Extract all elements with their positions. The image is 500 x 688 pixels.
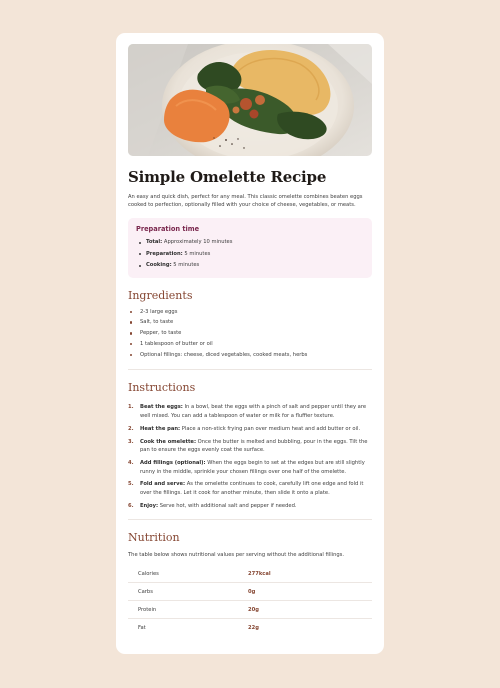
table-row	[128, 601, 372, 619]
nutrition-note: The table below shows nutritional values per serving without the additional fillings.	[128, 552, 345, 559]
step-label: Add fillings (optional):	[140, 460, 206, 467]
list-item	[128, 480, 372, 497]
prep-text: 5 minutes	[182, 250, 211, 257]
step-text: As the omelette continues to cook, carefully lift one edge and fold it over the fillings. Let it cook for another minute, then slide it onto a plate.	[140, 481, 364, 496]
step-number: 1.	[128, 404, 134, 411]
step-label: Heat the pan:	[140, 425, 181, 432]
recipe-intro: An easy and quick dish, perfect for any meal. This classic omelette combines beaten eggs cooked to perfection, optionally filled with your choice of cheese, vegetables, or meats.	[128, 194, 363, 208]
step-number: 5.	[128, 481, 134, 488]
recipe-title: Simple Omelette Recipe	[128, 168, 327, 186]
list-item: 1 tablespoon of butter or oil	[128, 339, 372, 350]
list-item	[128, 502, 372, 511]
nutrition-table	[128, 565, 372, 636]
step-text: Once the butter is melted and bubbling, pour in the eggs. Tilt the pan to ensure the eggs evenly coat the surface.	[140, 438, 368, 454]
list-item: Salt, to taste	[128, 317, 372, 328]
prep-label: Total:	[146, 239, 163, 245]
table-row	[128, 583, 372, 601]
list-item	[128, 459, 372, 476]
step-number: 3.	[128, 438, 134, 445]
instructions-list	[128, 403, 372, 510]
list-item	[128, 438, 372, 455]
list-item: Optional fillings: cheese, diced vegetables, cooked meats, herbs	[128, 350, 372, 361]
list-item	[128, 425, 372, 434]
step-number: 4.	[128, 460, 134, 467]
divider	[128, 369, 372, 370]
preparation-box	[128, 218, 372, 278]
nutrient-name: Fat	[138, 624, 146, 631]
recipe-card	[116, 33, 384, 654]
instructions-heading: Instructions	[128, 381, 196, 395]
step-label: Enjoy:	[140, 502, 159, 509]
list-item	[136, 237, 364, 249]
step-label: Beat the eggs:	[140, 404, 183, 411]
step-text: Serve hot, with additional salt and pepper if needed.	[158, 502, 297, 509]
ingredients-list	[128, 307, 372, 361]
nutrient-value: 20g	[248, 601, 372, 619]
nutrient-name: Protein	[128, 601, 248, 619]
nutrient-value: 22g	[248, 624, 259, 631]
nutrient-name: Calories	[128, 565, 248, 583]
table-row	[128, 565, 372, 583]
list-item	[128, 403, 372, 420]
divider	[128, 519, 372, 520]
prep-text: 5 minutes	[171, 262, 200, 268]
instructions-section	[128, 381, 372, 510]
step-text: Place a non-stick frying pan over medium heat and add butter or oil.	[180, 425, 361, 432]
ingredients-heading: Ingredients	[128, 288, 193, 302]
preparation-heading: Preparation time	[136, 225, 200, 233]
nutrition-heading: Nutrition	[128, 531, 180, 545]
step-text: In a bowl, beat the eggs with a pinch of salt and pepper until they are well mixed. You can add a tablespoon of water or milk for a fluffier texture.	[140, 404, 367, 420]
list-item	[136, 249, 364, 261]
preparation-list	[136, 237, 364, 272]
step-number: 6.	[128, 502, 134, 509]
list-item: Pepper, to taste	[128, 328, 372, 339]
nutrient-name: Carbs	[128, 583, 248, 601]
prep-label: Preparation:	[146, 250, 183, 257]
table-row	[128, 619, 372, 637]
list-item: 2-3 large eggs	[128, 307, 372, 318]
nutrition-section	[128, 531, 372, 636]
prep-text: Approximately 10 minutes	[162, 239, 233, 245]
step-text: When the eggs begin to set at the edges but are still slightly runny in the middle, sprinkle your chosen fillings over one half of the omelette.	[140, 460, 365, 475]
nutrient-value: 0g	[248, 583, 372, 601]
prep-label: Cooking:	[146, 262, 172, 268]
step-label: Cook the omelette:	[140, 438, 197, 445]
ingredients-section	[128, 289, 372, 361]
nutrient-value: 277kcal	[248, 565, 372, 583]
step-number: 2.	[128, 425, 134, 432]
list-item	[136, 260, 364, 272]
step-label: Fold and serve:	[140, 481, 186, 488]
omelette-photo	[128, 44, 372, 156]
